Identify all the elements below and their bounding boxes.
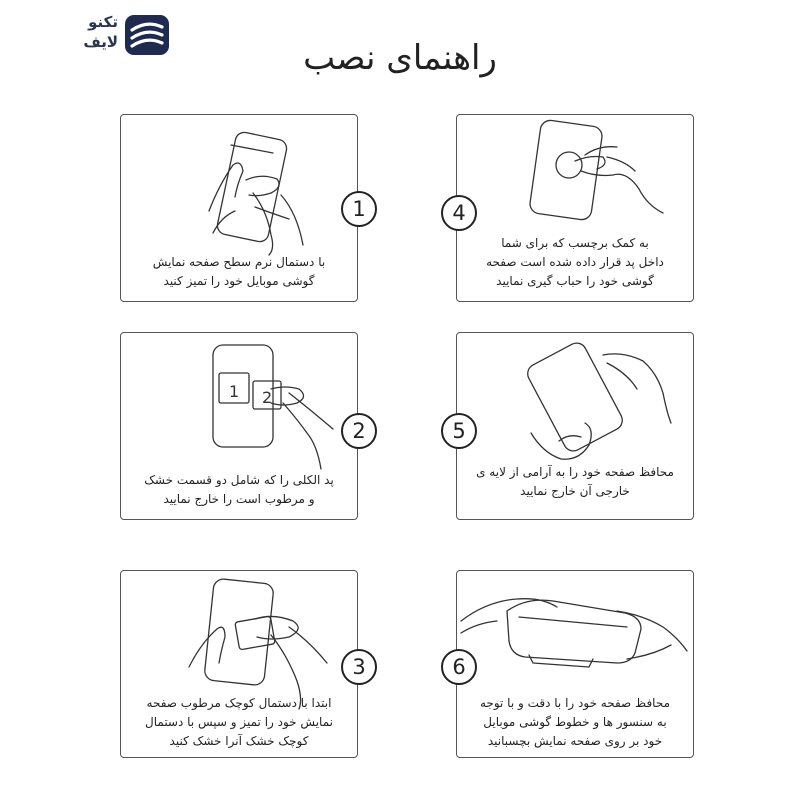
step-number-badge: 5 [441,413,477,449]
step-caption-line: خارجی آن خارج نمایید [520,484,630,498]
step-caption-line: گوشی موبایل خود را تمیز کنید [163,274,315,288]
step-caption [131,471,347,509]
brand-name-line1: تکنو [88,13,118,31]
svg-text:1: 1 [229,382,240,401]
step-number-badge: 4 [441,195,477,231]
step-caption [467,234,683,291]
step-number-badge: 2 [341,413,377,449]
step-card-1 [120,114,366,302]
step-caption-line: پد الکلی را که شامل دو قسمت خشک [144,473,334,487]
step-card-6 [452,570,694,758]
step-caption-line: خود بر روی صفحه نمایش بچسبانید [487,734,663,748]
step-number-badge: 3 [341,649,377,685]
svg-text:2: 2 [262,388,273,407]
step-caption [467,694,683,751]
step-card-5 [452,332,694,520]
step-caption [467,463,683,501]
step-caption-line: به سنسور ها و خطوط گوشی موبایل [483,715,667,729]
step-caption-line: داخل پد قرار داده شده است صفحه [486,255,664,269]
step-caption-line: محافظ صفحه خود را به آرامی از لایه ی [476,465,674,479]
step-caption-line: گوشی خود را حباب گیری نمایید [496,274,654,288]
brand-name-line2: لایف [83,33,118,51]
step-number-badge: 1 [341,191,377,227]
step-card-4 [452,114,694,302]
step-caption [131,253,347,291]
step-caption [131,694,347,751]
step-number-badge: 6 [441,649,477,685]
step-caption-line: نمایش خود را تمیز و سپس با دستمال [145,715,333,729]
step-caption-line: و مرطوب است را خارج نمایید [163,492,315,506]
page-title: راهنمای نصب [303,38,497,78]
step-caption-line: کوچک خشک آنرا خشک کنید [169,734,309,748]
step-caption-line: به کمک برچسب که برای شما [501,236,649,250]
step-card-3 [120,570,366,758]
step-caption-line: محافظ صفحه خود را با دقت و با توجه [479,696,671,710]
step-card-2 [120,332,366,520]
step-caption-line: ابتدا با دستمال کوچک مرطوب صفحه [146,696,332,710]
step-caption-line: با دستمال نرم سطح صفحه نمایش [152,255,326,269]
